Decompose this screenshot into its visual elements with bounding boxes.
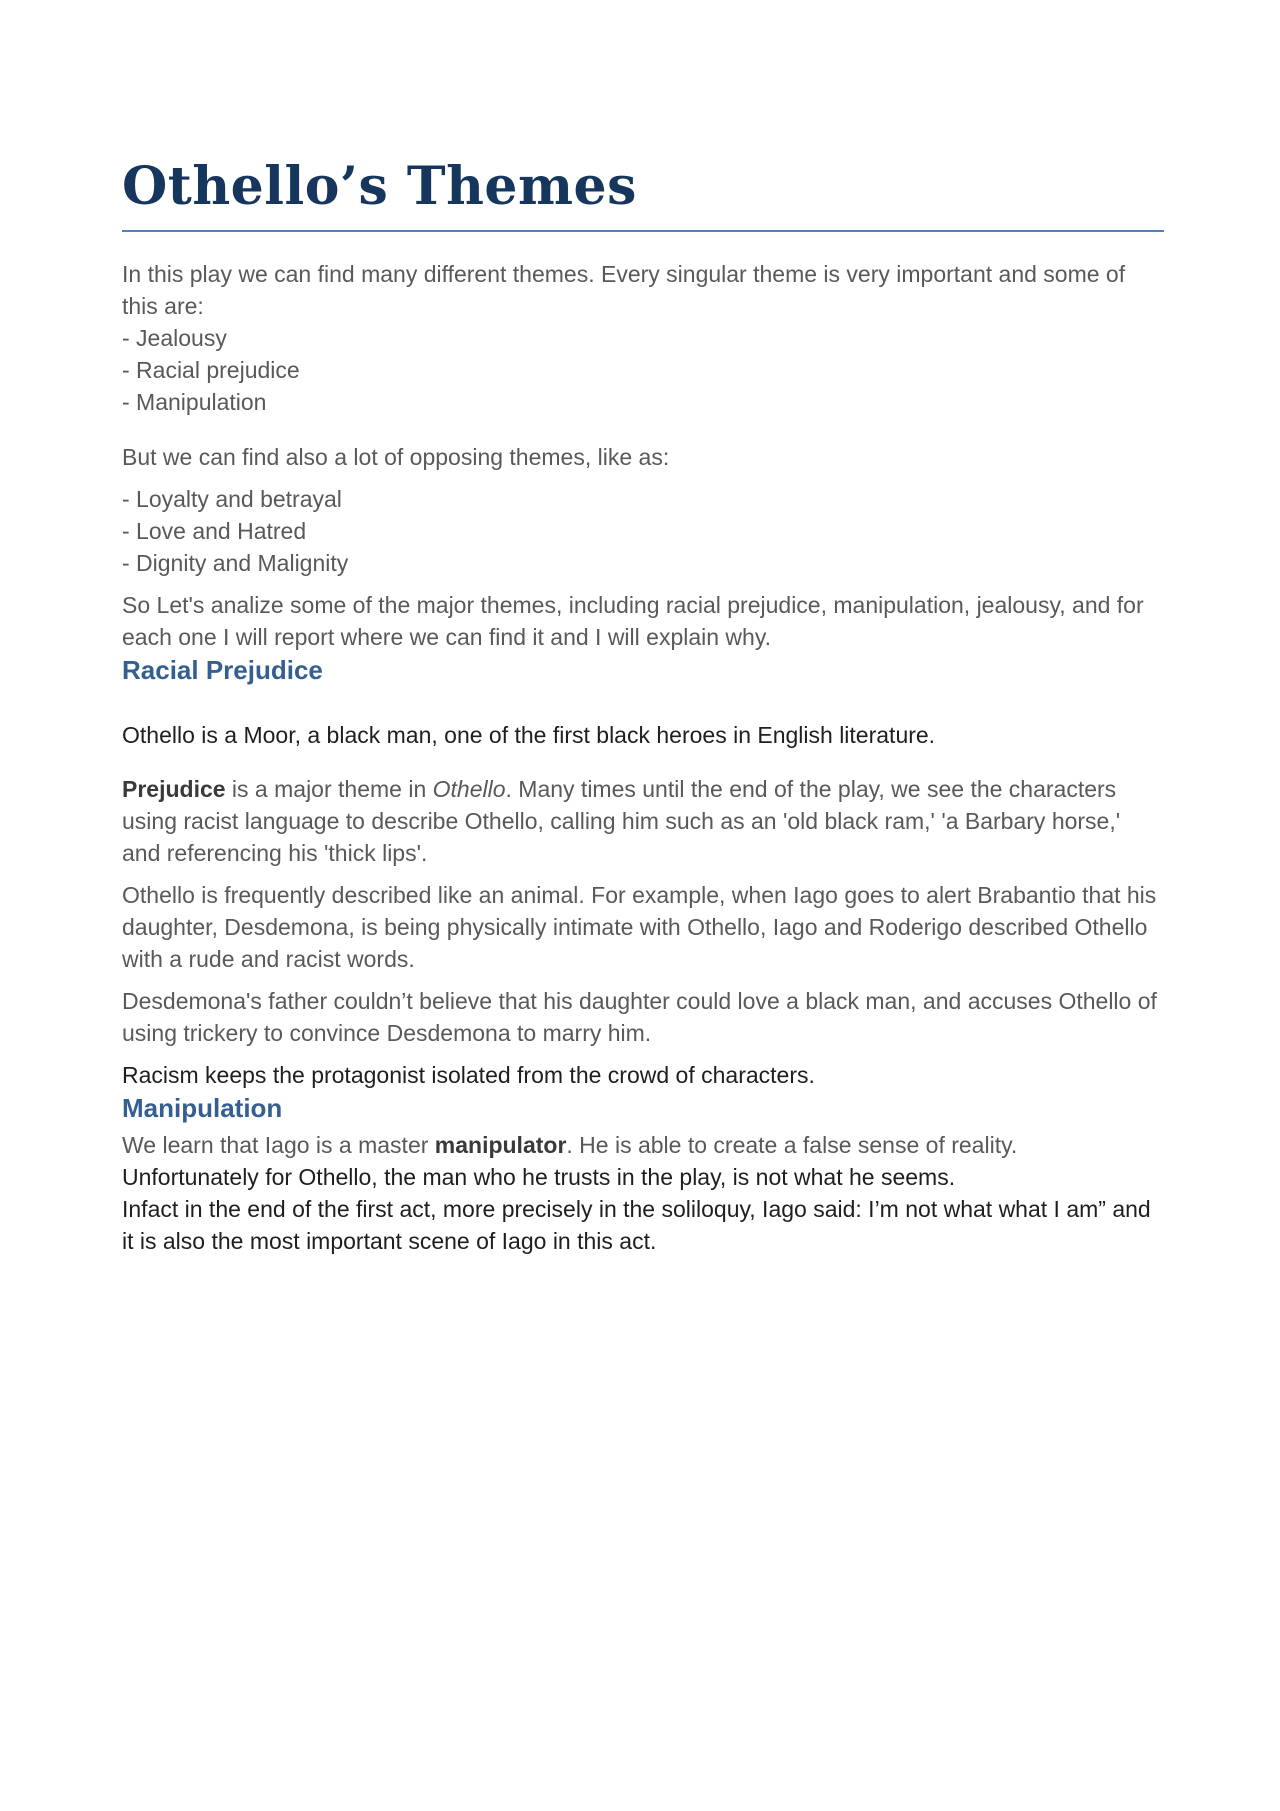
theme-list-item: - Racial prejudice: [122, 357, 300, 383]
manipulation-body: [122, 1129, 1164, 1257]
racial-prejudice-paragraph: [122, 773, 1164, 869]
racial-prejudice-paragraph: Desdemona's father couldn’t believe that his daughter could love a black man, and accuses Othello of using trickery to convince Desdemona to marry him.: [122, 988, 1157, 1046]
section-heading-racial-prejudice: Racial Prejudice: [122, 655, 323, 685]
page-title: Othello’s Themes: [122, 150, 1164, 232]
text-run: is a major theme in: [225, 776, 433, 802]
opposing-theme-list: [122, 483, 1164, 579]
opposing-theme-item: - Loyalty and betrayal: [122, 486, 342, 512]
racial-prejudice-paragraph: Racism keeps the protagonist isolated from the crowd of characters.: [122, 1062, 815, 1088]
opposing-theme-item: - Dignity and Malignity: [122, 550, 349, 576]
opposing-lead: But we can find also a lot of opposing themes, like as:: [122, 444, 670, 470]
text-run: We learn that Iago is a master: [122, 1132, 435, 1158]
intro-section: [122, 258, 1164, 653]
bold-term: manipulator: [434, 1132, 567, 1158]
manipulation-line: Unfortunately for Othello, the man who he trusts in the play, is not what he seems.: [122, 1164, 956, 1190]
theme-list-item: - Jealousy: [122, 325, 227, 351]
italic-title: Othello: [432, 776, 506, 802]
manipulation-line: Infact in the end of the first act, more precisely in the soliloquy, Iago said: I’m not what what I am” and it is also the most important scene of Iago in this act.: [122, 1196, 1151, 1254]
manipulation-line: [122, 1129, 1164, 1161]
intro-closing: So Let's analize some of the major themes, including racial prejudice, manipulation, jealousy, and for each one I will report where we can find it and I will explain why.: [122, 592, 1144, 650]
bold-term: Prejudice: [122, 776, 226, 802]
text-run: . Many times until the end of the play, we see the characters using racist language to describe Othello, calling him such as an 'old black ram,' 'a Barbary horse,' and referencing his 'thick lips'.: [122, 776, 1121, 866]
racial-prejudice-paragraph: Othello is frequently described like an animal. For example, when Iago goes to alert Brabantio that his daughter, Desdemona, is being physically intimate with Othello, Iago and Roderigo described Othello with a rude and racist words.: [122, 882, 1157, 972]
text-run: . He is able to create a false sense of reality.: [566, 1132, 1018, 1158]
opposing-theme-item: - Love and Hatred: [122, 518, 307, 544]
racial-prejudice-paragraph: Othello is a Moor, a black man, one of the first black heroes in English literature.: [122, 722, 936, 748]
theme-list-item: - Manipulation: [122, 389, 267, 415]
section-heading-manipulation: Manipulation: [122, 1093, 283, 1123]
document-page: [122, 150, 1164, 1257]
intro-lead: In this play we can find many different themes. Every singular theme is very important and some of this are:: [122, 261, 1126, 319]
